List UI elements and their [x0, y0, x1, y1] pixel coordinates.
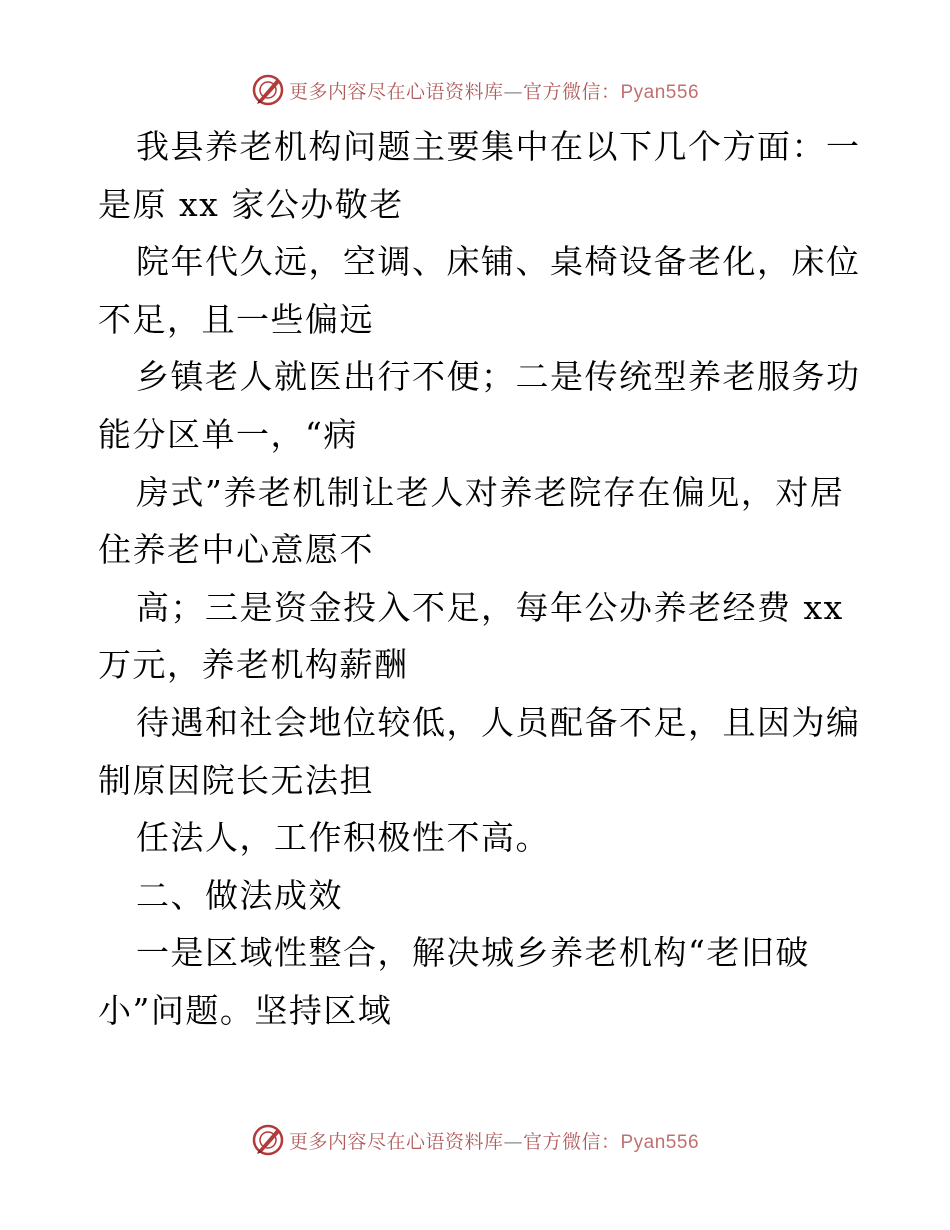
body-line: 不足，且一些偏远	[98, 299, 374, 339]
body-line: 能分区单一，“病	[98, 414, 358, 454]
watermark-text: 更多内容尽在心语资料库—官方微信：Pyan556	[288, 80, 700, 103]
body-line: 乡镇老人就医出行不便；二是传统型养老服务功	[136, 357, 861, 397]
body-line: 制原因院长无法担	[98, 760, 374, 800]
body-line: 房式”养老机制让老人对养老院存在偏见，对居	[136, 472, 845, 512]
pen-logo-icon	[251, 1123, 285, 1157]
body-line: 住养老中心意愿不	[98, 530, 374, 570]
body-line: 一是区域性整合，解决城乡养老机构“老旧破	[136, 933, 810, 973]
document-body	[98, 118, 861, 1040]
body-line: 万元，养老机构薪酬	[98, 645, 409, 685]
footer-watermark	[0, 1120, 950, 1160]
body-line: 是原 xx 家公办敬老	[98, 184, 404, 224]
watermark-text: 更多内容尽在心语资料库—官方微信：Pyan556	[288, 1130, 700, 1153]
body-line: 高；三是资金投入不足，每年公办养老经费 xx	[136, 587, 844, 627]
body-line: 小”问题。坚持区域	[98, 990, 393, 1030]
pen-logo-icon	[251, 73, 285, 107]
body-line: 院年代久远，空调、床铺、桌椅设备老化，床位	[136, 242, 861, 282]
body-line: 任法人，工作积极性不高。	[136, 818, 550, 858]
body-line: 待遇和社会地位较低，人员配备不足，且因为编	[136, 702, 861, 742]
body-line: 我县养老机构问题主要集中在以下几个方面：一	[136, 127, 861, 166]
header-watermark	[0, 70, 950, 110]
section-heading: 二、做法成效	[136, 875, 343, 915]
